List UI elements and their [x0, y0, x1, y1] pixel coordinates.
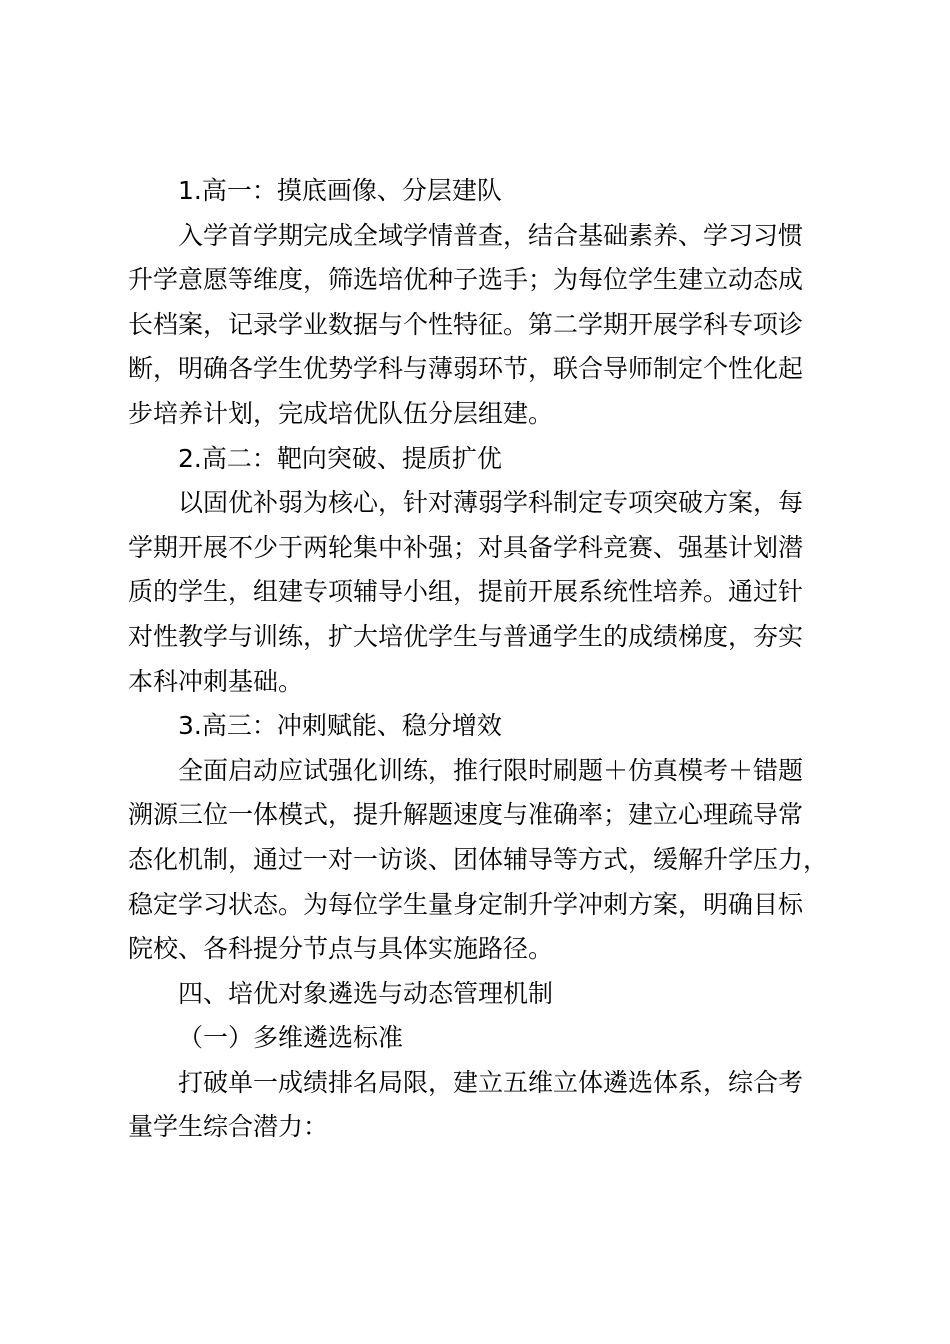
paragraph-grade-11 [128, 481, 836, 704]
paragraph-line: 全面启动应试强化训练，推行限时刷题＋仿真模考＋错题 [178, 755, 804, 785]
paragraph-line: 学期开展不少于两轮集中补强；对具备学科竞赛、强基计划潜 [128, 532, 804, 562]
paragraph-line: 升学意愿等维度，筛选培优种子选手；为每位学生建立动态成 [128, 265, 804, 295]
paragraph-line: 溯源三位一体模式，提升解题速度与准确率；建立心理疏导常 [128, 800, 804, 830]
paragraph-line: 量学生综合潜力： [128, 1112, 329, 1142]
paragraph-line: 断，明确各学生优势学科与薄弱环节，联合导师制定个性化起 [128, 354, 804, 384]
heading-grade-12: 3.高三：冲刺赋能、稳分增效 [178, 711, 502, 741]
paragraph-line: 以固优补弱为核心，针对薄弱学科制定专项突破方案，每 [178, 488, 804, 518]
paragraph-line: 步培养计划，完成培优队伍分层组建。 [128, 398, 554, 428]
paragraph-line: 入学首学期完成全域学情普查，结合基础素养、学习习惯 [178, 220, 804, 250]
section-heading-selection: 四、培优对象遴选与动态管理机制 [178, 978, 554, 1008]
paragraph-line: 院校、各科提分节点与具体实施路径。 [128, 934, 554, 964]
paragraph-grade-12 [128, 749, 836, 972]
heading-grade-10: 1.高一：摸底画像、分层建队 [178, 176, 502, 205]
document-body [128, 169, 836, 1150]
subsection-heading-criteria: （一）多维遴选标准 [178, 1023, 404, 1053]
paragraph-line: 打破单一成绩排名局限，建立五维立体遴选体系，综合考 [178, 1067, 804, 1097]
heading-grade-11: 2.高二：靶向突破、提质扩优 [178, 443, 502, 473]
paragraph-line: 对性教学与训练，扩大培优学生与普通学生的成绩梯度，夯实 [128, 621, 804, 651]
paragraph-line: 态化机制，通过一对一访谈、团体辅导等方式，缓解升学压力， [128, 844, 829, 874]
paragraph-line: 本科冲刺基础。 [128, 666, 304, 696]
paragraph-criteria [128, 1061, 836, 1150]
paragraph-grade-10 [128, 214, 836, 437]
paragraph-line: 质的学生，组建专项辅导小组，提前开展系统性培养。通过针 [128, 577, 804, 607]
paragraph-line: 长档案，记录学业数据与个性特征。第二学期开展学科专项诊 [128, 309, 804, 339]
paragraph-line: 稳定学习状态。为每位学生量身定制升学冲刺方案，明确目标 [128, 889, 804, 919]
